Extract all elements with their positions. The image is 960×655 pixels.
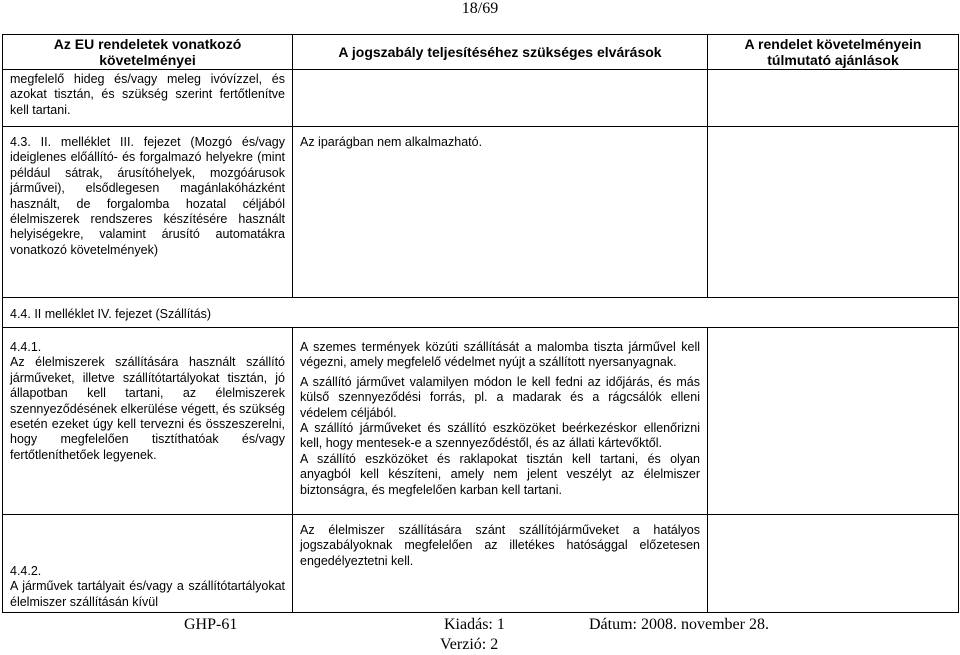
row-4-4-2-left [3, 515, 293, 613]
section-4-4-title: 4.4. II melléklet IV. fejezet (Szállítás) [3, 298, 959, 328]
table-row [3, 515, 959, 613]
row-4-4-1-number: 4.4.1. [10, 340, 42, 354]
footer-code: GHP-61 [184, 616, 238, 633]
header-recommendations: A rendelet követelményein túlmutató ajánlások [708, 35, 959, 70]
requirements-table [2, 34, 959, 613]
row-continuation-right [708, 70, 959, 127]
table-row [3, 328, 959, 515]
row-4-4-2-right [708, 515, 959, 613]
table-header-row [3, 35, 959, 70]
row-4-4-1-para-4: A szállító eszközöket és raklapokat tisztán kell tartani, és olyan anyagból kell készíteni, amely nem jelent veszélyt az élelmiszer biztonságra, és megfelelően karban kell tartani. [300, 451, 700, 497]
row-continuation-mid [293, 70, 708, 127]
footer-issue: Kiadás: 1 [444, 616, 505, 633]
header-eu-requirements: Az EU rendeletek vonatkozó követelményei [3, 35, 293, 70]
row-4-4-1-para-1: A szemes termények közúti szállítását a malomba tiszta járművel kell végezni, amely megfelelő védelmet nyújt a szállított nyersanyagnak. [300, 340, 700, 370]
footer-date: Dátum: 2008. november 28. [589, 616, 769, 633]
table-row [3, 298, 959, 328]
table-row [3, 127, 959, 298]
row-4-4-1-para-3: A szállító járműveket és szállító eszközöket beérkezéskor ellenőrizni kell, hogy mentesek-e a szennyeződéstől, és az állati kártevőktől. [300, 421, 700, 451]
row-4-4-1-text: Az élelmiszerek szállítására használt szállító járműveket, illetve szállítótartályokat tisztán, jó állapotban kell tartani, az élelmiszerek szennyeződésének elkerülése végett, és szükség esetén ezeket úgy kell tervezni és összeszerelni, hogy megfelelően tisztíthatóak és/vagy fertőtleníthetőek legyenek. [10, 355, 285, 462]
row-4-4-2-text: A járművek tartályait és/vagy a szállítótartályokat élelmiszer szállításán kívül [10, 579, 285, 609]
row-4-3-right [708, 127, 959, 298]
page-number: 18/69 [461, 0, 499, 17]
row-4-4-2-number: 4.4.2. [10, 564, 42, 578]
row-4-4-1-left [3, 328, 293, 515]
footer-version: Verzió: 2 [440, 636, 499, 653]
row-4-4-1-mid [293, 328, 708, 515]
header-expectations: A jogszabály teljesítéséhez szükséges elvárások [293, 35, 708, 70]
row-4-3-mid: Az iparágban nem alkalmazható. [293, 127, 708, 298]
row-4-3-left: 4.3. II. melléklet III. fejezet (Mozgó és/vagy ideiglenes előállító- és forgalmazó helyekre (mint például sátrak, árusítóhelyek, mozgóárusok járművei), elsődlegesen magánlakóházként használt, de forgalomba hozatal céljából élelmiszerek rendszeres készítésére használt helyiségekre, valamint árusító automatákra vonatkozó követelmények) [3, 127, 293, 298]
row-4-4-1-right [708, 328, 959, 515]
row-4-4-2-mid: Az élelmiszer szállítására szánt szállítójárműveket a hatályos jogszabályoknak megfelelően az illetékes hatósággal előzetesen engedélyeztetni kell. [293, 515, 708, 613]
row-4-4-1-para-2: A szállító járművet valamilyen módon le kell fedni az időjárás, és más külső szennyeződési forrás, pl. a madarak és a rágcsálók elleni védelem céljából. [300, 374, 700, 420]
table-row [3, 70, 959, 127]
row-continuation-left: megfelelő hideg és/vagy meleg ivóvízzel, és azokat tisztán, és szükség szerint fertőtlenítve kell tartani. [3, 70, 293, 127]
